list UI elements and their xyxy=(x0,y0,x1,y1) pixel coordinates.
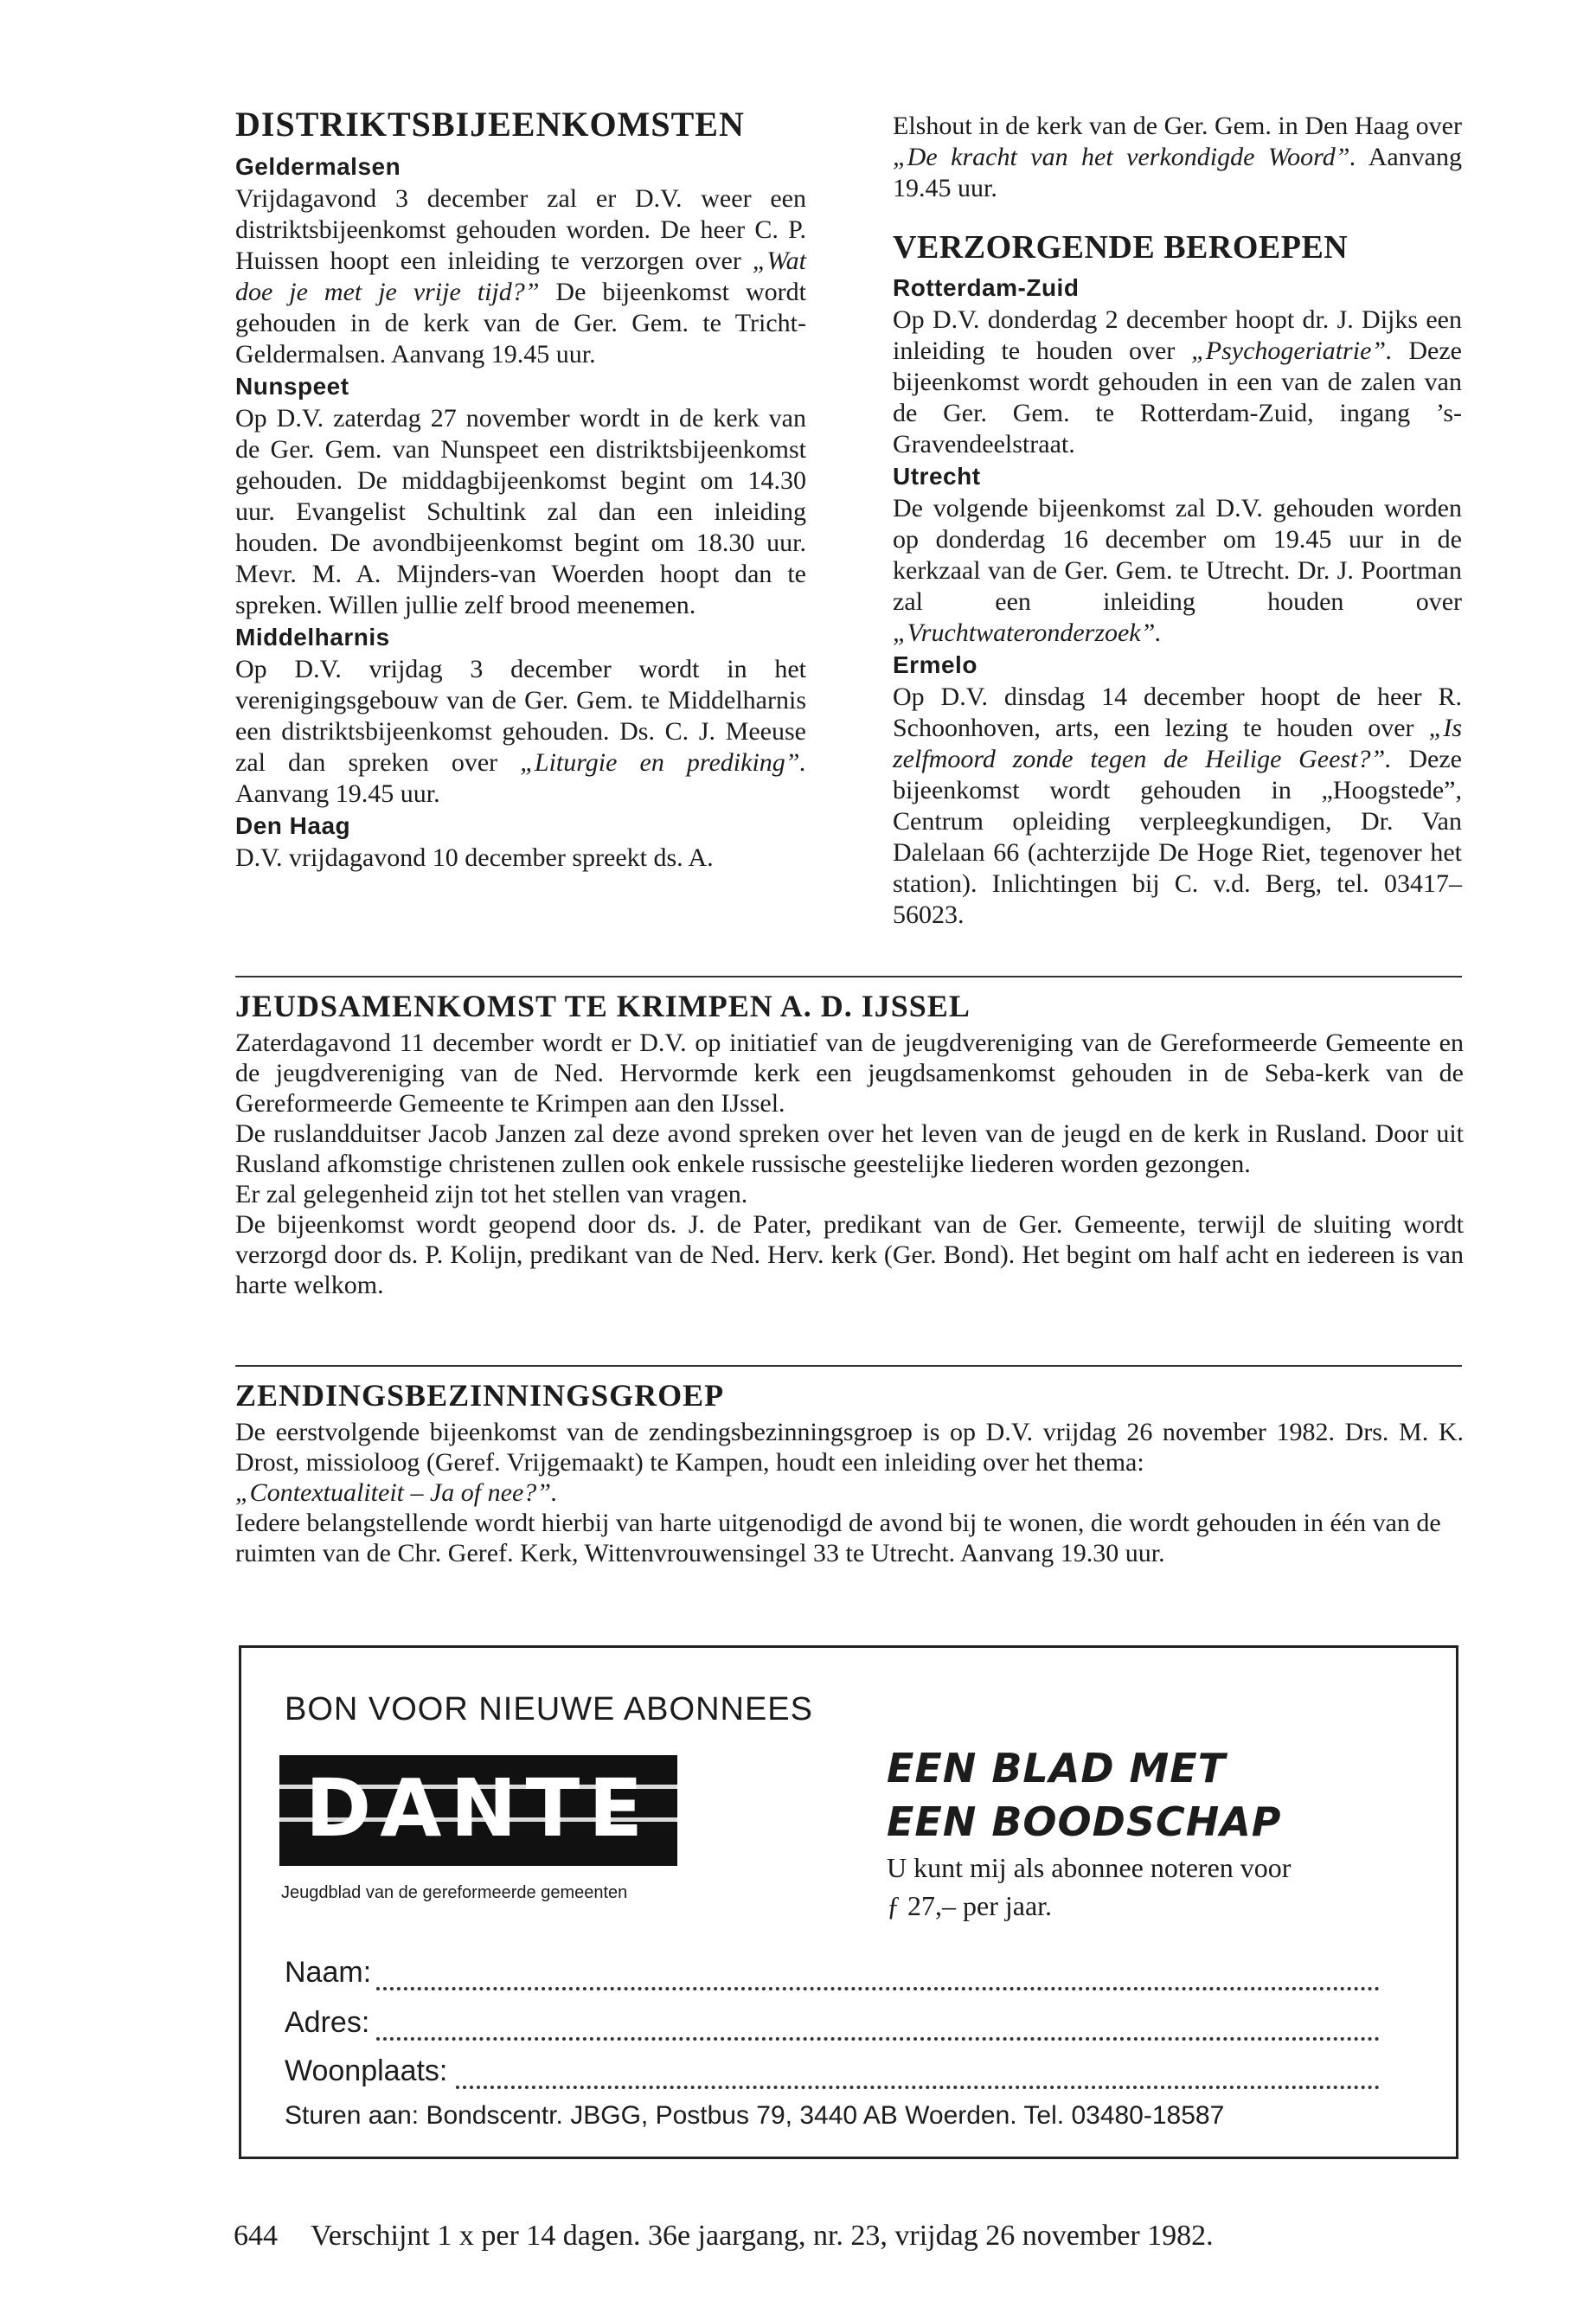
naam-label: Naam: xyxy=(285,1956,372,1989)
paragraph-den-haag-continued: Elshout in de kerk van de Ger. Gem. in Den Haag over „De kracht van het verkondigde Woord”. Aanvang 19.45 uur. xyxy=(893,112,1463,202)
naam-field[interactable] xyxy=(376,1987,1380,1990)
paragraph-jeugd-3: Er zal gelegenheid zijn tot het stellen van vragen. xyxy=(235,1179,748,1208)
left-column xyxy=(235,106,806,874)
heading-rotterdam-zuid: Rotterdam-Zuid xyxy=(893,273,1080,301)
slogan-line-1: EEN BLAD MET xyxy=(887,1745,1227,1791)
footer xyxy=(234,2220,1214,2253)
right-column xyxy=(893,111,1462,931)
heading-geldermalsen: Geldermalsen xyxy=(235,153,401,180)
subscription-coupon xyxy=(239,1645,1458,2159)
heading-den-haag: Den Haag xyxy=(235,812,351,839)
woonplaats-label: Woonplaats: xyxy=(285,2054,448,2087)
heading-utrecht: Utrecht xyxy=(893,462,981,490)
paragraph-rotterdam-zuid: Op D.V. donderdag 2 december hoopt dr. J. Dijks een inleiding te houden over „Psychogeriatrie”. Deze bijeenkomst wordt gehouden in een van de zalen van de Ger. Gem. te Rotterdam-Zuid, ingang ’s-Gravendeelstraat. xyxy=(893,304,1462,458)
subscription-offer-price: ƒ 27,– per jaar. xyxy=(887,1890,1053,1921)
logo-text: DANTE xyxy=(304,1762,652,1855)
paragraph-middelharnis: Op D.V. vrijdag 3 december wordt in het verenigingsgebouw van de Ger. Gem. te Middelharnis een distriktsbijeenkomst gehouden. Ds. C. J. Meeuse zal dan spreken over „Liturgie en prediking”. Aanvang 19.45 uur. xyxy=(235,655,806,808)
paragraph-ermelo: Op D.V. dinsdag 14 december hoopt de heer R. Schoonhoven, arts, een lezing te houden over „Is zelfmoord zonde tegen de Heilige Geest?”. Deze bijeenkomst wordt gehouden in „Hoogstede”, Centrum opleiding verpleegkundigen, Dr. Van Dalelaan 66 (achterzijde De Hoge Riet, tegenover het station). Inlichtingen bij C. v.d. Berg, tel. 03417–56023. xyxy=(893,682,1462,929)
paragraph-zending-2: Iedere belangstellende wordt hierbij van harte uitgenodigd de avond bij te wonen, die wordt gehouden in één van de ruimten van de Chr. Geref. Kerk, Wittenvrouwensingel 33 te Utrecht. Aanvang 19.30 uur. xyxy=(235,1508,1441,1567)
section-zendingsbezinningsgroep xyxy=(235,1379,1464,1568)
coupon-title: BON VOOR NIEUWE ABONNEES xyxy=(285,1691,813,1727)
section-title-zending: ZENDINGSBEZINNINGSGROEP xyxy=(235,1378,725,1413)
section-title-distriktsbijeenkomsten: DISTRIKTSBIJEENKOMSTEN xyxy=(235,105,745,144)
subscription-offer-line-1: U kunt mij als abonnee noteren voor xyxy=(887,1852,1292,1883)
section-title-jeugdsamenkomst: JEUDSAMENKOMST TE KRIMPEN A. D. IJSSEL xyxy=(235,989,971,1023)
paragraph-zending-1: De eerstvolgende bijeenkomst van de zendingsbezinningsgroep is op D.V. vrijdag 26 november 1982. Drs. M. K. Drost, missioloog (Geref. Vrijgemaakt) te Kampen, houdt een inleiding over het thema: „Contextualiteit – Ja of nee?”. xyxy=(235,1417,1464,1507)
slogan-line-2: EEN BOODSCHAP xyxy=(887,1798,1282,1845)
divider-1 xyxy=(235,976,1462,977)
subscription-offer xyxy=(887,1849,1291,1925)
woonplaats-field[interactable] xyxy=(456,2086,1380,2089)
paragraph-geldermalsen: Vrijdagavond 3 december zal er D.V. weer een distriktsbijeenkomst gehouden worden. De heer C. P. Huissen hoopt een inleiding te verzorgen over „Wat doe je met je vrije tijd?” De bijeenkomst wordt gehouden in de kerk van de Ger. Gem. te Tricht-Geldermalsen. Aanvang 19.45 uur. xyxy=(235,184,806,369)
footer-text: Verschijnt 1 x per 14 dagen. 36e jaargang, nr. 23, vrijdag 26 november 1982. xyxy=(311,2220,1214,2252)
section-title-verzorgende-beroepen: VERZORGENDE BEROEPEN xyxy=(893,229,1349,266)
divider-2 xyxy=(235,1365,1462,1367)
send-address: Sturen aan: Bondscentr. JBGG, Postbus 79, 3440 AB Woerden. Tel. 03480-18587 xyxy=(285,2101,1225,2130)
paragraph-jeugd-2: De ruslandduitser Jacob Janzen zal deze avond spreken over het leven van de jeugd en de kerk in Rusland. Door uit Rusland afkomstige christenen zullen ook enkele russische geestelijke liederen worden gezongen. xyxy=(235,1118,1464,1178)
adres-label: Adres: xyxy=(285,2006,370,2039)
paragraph-den-haag: D.V. vrijdagavond 10 december spreekt ds. A. xyxy=(235,843,714,872)
heading-nunspeet: Nunspeet xyxy=(235,373,349,400)
paragraph-utrecht: De volgende bijeenkomst zal D.V. gehouden worden op donderdag 16 december om 19.45 uur in de kerkzaal van de Ger. Gem. te Utrecht. Dr. J. Poortman zal een inleiding houden over „Vruchtwateronderzoek”. xyxy=(893,493,1462,647)
heading-middelharnis: Middelharnis xyxy=(235,624,390,651)
paragraph-nunspeet: Op D.V. zaterdag 27 november wordt in de kerk van de Ger. Gem. van Nunspeet een distriktsbijeenkomst gehouden. De middagbijeenkomst begint om 14.30 uur. Evangelist Schultink zal dan een inleiding houden. De avondbijeenkomst begint om 18.30 uur. Mevr. M. A. Mijnders-van Woerden hoopt dan te spreken. Willen jullie zelf brood meenemen. xyxy=(235,404,806,619)
paragraph-jeugd-1: Zaterdagavond 11 december wordt er D.V. op initiatief van de jeugdvereniging van de Gereformeerde Gemeente en de jeugdvereniging van de Ned. Hervormde kerk een jeugdsamenkomst gehouden in de Seba-kerk van de Gereformeerde Gemeente te Krimpen aan den IJssel. xyxy=(235,1028,1464,1118)
section-jeugdsamenkomst xyxy=(235,990,1464,1300)
slogan xyxy=(887,1741,1282,1849)
adres-field[interactable] xyxy=(376,2037,1380,2041)
dante-logo xyxy=(279,1755,677,1866)
paragraph-jeugd-4: De bijeenkomst wordt geopend door ds. J. de Pater, predikant van de Ger. Gemeente, terwijl de sluiting wordt verzorgd door ds. P. Kolijn, predikant van de Ned. Herv. kerk (Ger. Bond). Het begint om half acht en iedereen is van harte welkom. xyxy=(235,1209,1464,1299)
heading-ermelo: Ermelo xyxy=(893,651,977,678)
page-number: 644 xyxy=(234,2220,278,2252)
logo-subtitle: Jeugdblad van de gereformeerde gemeenten xyxy=(281,1883,628,1902)
